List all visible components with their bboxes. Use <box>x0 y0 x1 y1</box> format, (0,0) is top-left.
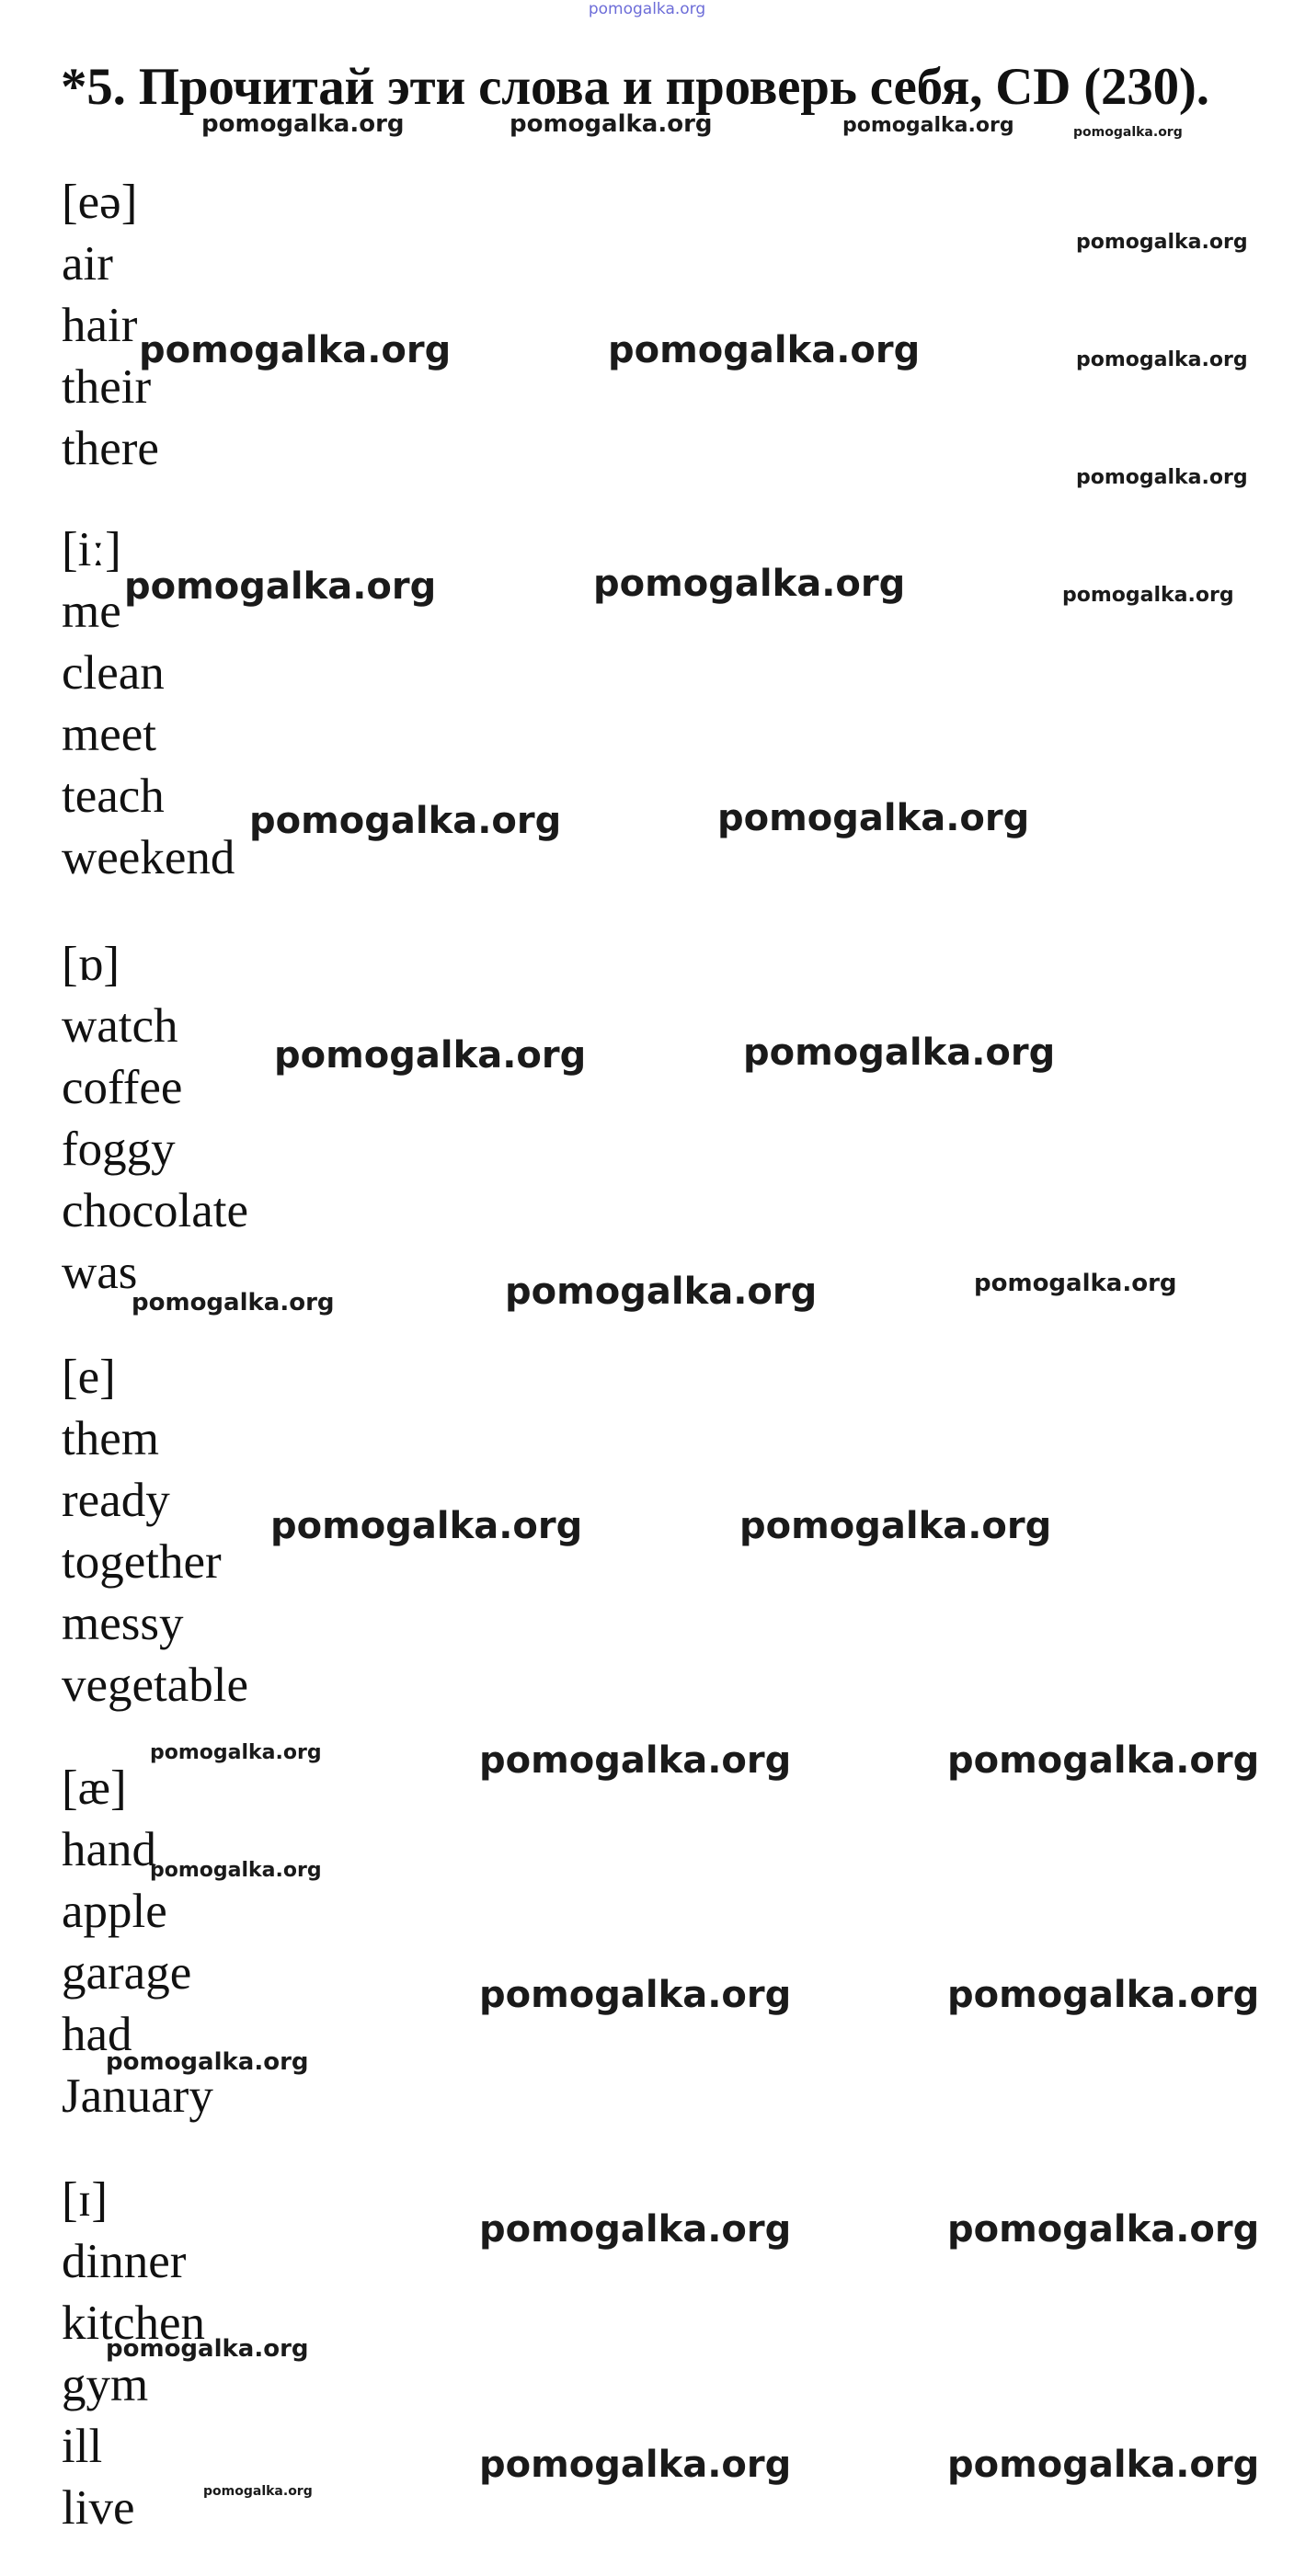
word-item: vegetable <box>62 1658 249 1712</box>
phonetic-symbol: [æ] <box>62 1761 127 1815</box>
word-item: their <box>62 360 152 414</box>
watermark-text: pomogalka.org <box>203 2484 313 2499</box>
watermark-text: pomogalka.org <box>274 1034 587 1077</box>
word-item: there <box>62 422 159 475</box>
word-item: dinner <box>62 2235 187 2288</box>
watermark-text: pomogalka.org <box>510 110 713 138</box>
watermark-text: pomogalka.org <box>1076 348 1248 371</box>
word-item: hair <box>62 299 138 352</box>
word-item: coffee <box>62 1061 183 1114</box>
sound-group-ea <box>62 172 159 480</box>
word-item: kitchen <box>62 2297 205 2350</box>
word-item: January <box>62 2069 213 2123</box>
watermark-text: pomogalka.org <box>479 2444 792 2486</box>
watermark-text: pomogalka.org <box>1073 125 1183 140</box>
word-item: chocolate <box>62 1184 249 1237</box>
word-item: gym <box>62 2358 149 2411</box>
watermark-text: pomogalka.org <box>842 114 1014 137</box>
word-item: them <box>62 1412 159 1465</box>
watermark-text: pomogalka.org <box>743 1032 1056 1074</box>
watermark-text: pomogalka.org <box>124 565 437 608</box>
watermark-text: pomogalka.org <box>150 1859 322 1882</box>
watermark-text: pomogalka.org <box>1076 466 1248 489</box>
word-item: watch <box>62 999 178 1053</box>
word-item: hand <box>62 1823 157 1876</box>
watermark-text: pomogalka.org <box>270 1505 583 1547</box>
phonetic-symbol: [eə] <box>62 176 138 229</box>
word-item: ill <box>62 2420 103 2473</box>
phonetic-symbol: [ɒ] <box>62 938 120 991</box>
phonetic-symbol: [iː] <box>62 523 121 576</box>
sound-group-e <box>62 1347 248 1716</box>
word-item: clean <box>62 646 165 700</box>
watermark-text: pomogalka.org <box>1076 231 1248 254</box>
watermark-text: pomogalka.org <box>608 329 921 371</box>
watermark-text: pomogalka.org <box>479 1739 792 1782</box>
top-watermark: pomogalka.org <box>588 0 706 18</box>
word-item: garage <box>62 1946 192 2000</box>
word-item: messy <box>62 1597 184 1650</box>
word-item: air <box>62 237 113 291</box>
watermark-text: pomogalka.org <box>947 1974 1260 2016</box>
watermark-text: pomogalka.org <box>139 329 452 371</box>
watermark-text: pomogalka.org <box>947 2444 1260 2486</box>
watermark-text: pomogalka.org <box>739 1505 1052 1547</box>
word-item: meet <box>62 708 156 761</box>
word-item: foggy <box>62 1123 176 1176</box>
sound-group-o-short <box>62 934 248 1304</box>
watermark-text: pomogalka.org <box>150 1741 322 1764</box>
word-item: was <box>62 1246 138 1299</box>
word-item: me <box>62 585 121 638</box>
exercise-title: *5. Прочитай эти слова и проверь себя, CD (230). <box>61 58 1209 116</box>
watermark-text: pomogalka.org <box>249 800 562 842</box>
phonetic-symbol: [ɪ] <box>62 2173 109 2227</box>
watermark-text: pomogalka.org <box>201 110 405 138</box>
word-item: weekend <box>62 831 235 884</box>
watermark-text: pomogalka.org <box>1062 584 1234 607</box>
word-item: ready <box>62 1474 170 1527</box>
watermark-text: pomogalka.org <box>974 1270 1177 1297</box>
watermark-text: pomogalka.org <box>947 1739 1260 1782</box>
watermark-text: pomogalka.org <box>132 1289 335 1316</box>
phonetic-symbol: [e] <box>62 1351 116 1404</box>
watermark-text: pomogalka.org <box>106 2048 309 2076</box>
word-item: had <box>62 2008 132 2061</box>
watermark-text: pomogalka.org <box>479 1974 792 2016</box>
watermark-text: pomogalka.org <box>505 1271 818 1313</box>
watermark-text: pomogalka.org <box>479 2208 792 2251</box>
word-item: teach <box>62 769 165 823</box>
watermark-text: pomogalka.org <box>947 2208 1260 2251</box>
watermark-text: pomogalka.org <box>717 797 1030 839</box>
word-item: apple <box>62 1885 167 1938</box>
watermark-text: pomogalka.org <box>106 2335 309 2363</box>
watermark-text: pomogalka.org <box>593 563 906 605</box>
word-item: live <box>62 2481 135 2535</box>
word-item: together <box>62 1535 222 1589</box>
